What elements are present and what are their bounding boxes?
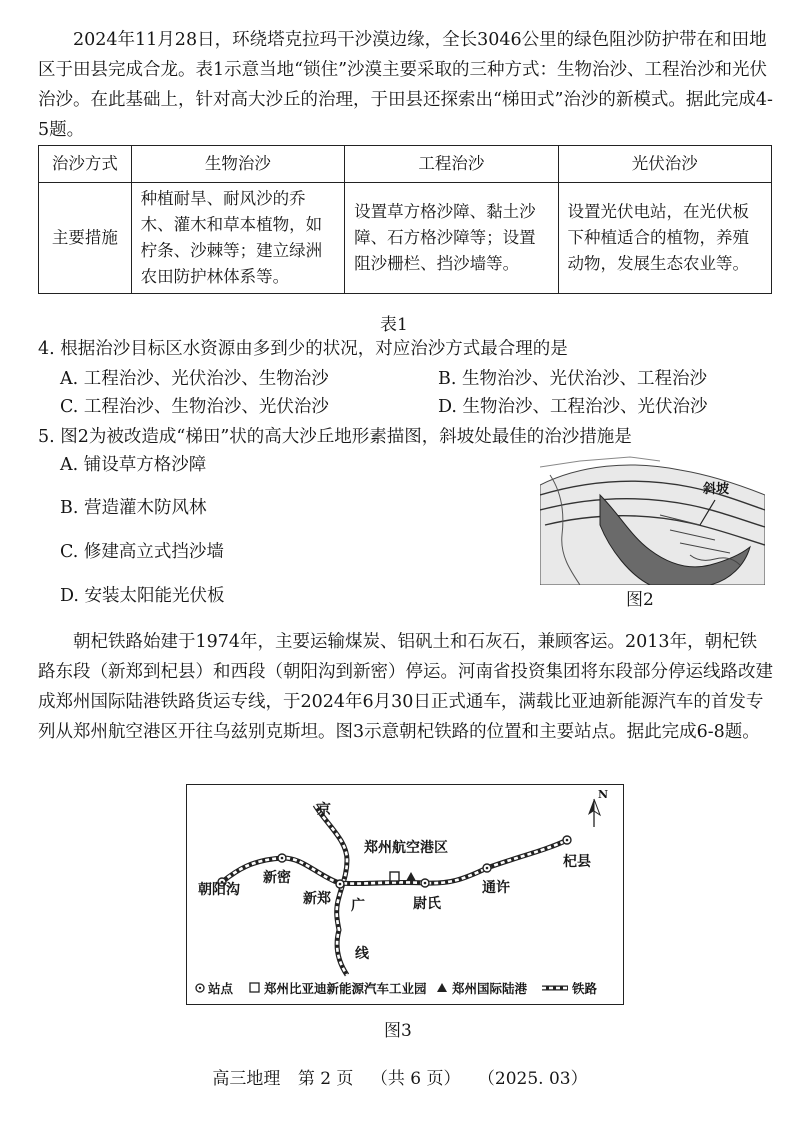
legend-station-icon — [196, 984, 204, 992]
label-xian: 线 — [355, 946, 369, 962]
station-xinmi — [278, 854, 286, 862]
table-header-cell: 生物治沙 — [131, 146, 344, 183]
land-port-symbol — [406, 872, 416, 881]
intro-paragraph-1: 2024年11月28日，环绕塔克拉玛干沙漠边缘，全长3046公里的绿色阻沙防护带在和田地区于田县完成合龙。表1示意当地“锁住”沙漠主要采取的三种方式：生物治沙、工程治沙和光伏治沙。在此基础上，针对高大沙丘的治理，于田县还探索出“梯田式”治沙的新模式。据此完成4-5题。 — [38, 30, 773, 140]
legend-station-label: 站点 — [208, 981, 234, 996]
table-header-cell: 治沙方式 — [39, 146, 132, 183]
legend-railway-label: 铁路 — [572, 981, 598, 996]
question-5-stem: 5. 图2为被改造成“梯田”状的高大沙丘地形素描图，斜坡处最佳的治沙措施是 — [38, 427, 632, 447]
station-xinzheng — [336, 880, 344, 888]
table-1 — [38, 145, 772, 294]
station-qixian — [563, 836, 571, 844]
north-arrow-icon — [588, 799, 600, 827]
label-xinzheng: 新郑 — [303, 891, 331, 907]
legend-port-label: 郑州国际陆港 — [452, 981, 528, 996]
table-cell: 设置光伏电站，在光伏板下种植适合的植物，养殖动物，发展生态农业等。 — [558, 183, 771, 294]
table-cell: 设置草方格沙障、黏土沙障、石方格沙障等；设置阻沙栅栏、挡沙墙等。 — [345, 183, 558, 294]
label-jing: 京 — [317, 802, 331, 818]
question-5-option-c: C. 修建高立式挡沙墙 — [60, 542, 224, 562]
footer-subject: 高三地理 — [212, 1069, 281, 1089]
label-qixian: 杞县 — [563, 854, 591, 870]
railway-map — [186, 784, 624, 1005]
question-5-option-b: B. 营造灌木防风林 — [60, 498, 207, 518]
figure-2-caption: 图2 — [626, 590, 654, 610]
table-row-label: 主要措施 — [39, 183, 132, 294]
table-header-row — [39, 146, 772, 183]
railway-map-drawing — [187, 785, 623, 1004]
question-5-option-d: D. 安装太阳能光伏板 — [60, 586, 225, 606]
north-label: N — [598, 788, 609, 801]
table-caption: 表1 — [380, 315, 408, 335]
label-weishi: 尉氏 — [413, 896, 441, 912]
page-footer — [0, 1064, 800, 1089]
footer-page: 第 2 页 — [297, 1069, 354, 1089]
question-4-option-c: C. 工程治沙、生物治沙、光伏治沙 — [60, 397, 329, 417]
legend-port-icon — [437, 983, 447, 992]
question-5-option-a: A. 铺设草方格沙障 — [60, 455, 207, 475]
table-row — [39, 183, 772, 294]
label-tongxu: 通许 — [482, 880, 510, 896]
table-cell: 种植耐旱、耐风沙的乔木、灌木和草本植物，如柠条、沙棘等；建立绿洲农田防护林体系等。 — [131, 183, 344, 294]
byd-park-symbol — [390, 872, 399, 881]
figure-3-caption: 图3 — [384, 1021, 412, 1041]
station-tongxu — [483, 864, 491, 872]
footer-total: （共 6 页） — [370, 1069, 461, 1089]
intro-paragraph-2: 朝杞铁路始建于1974年，主要运输煤炭、铝矾土和石灰石，兼顾客运。2013年，朝杞铁路东段（新郑到杞县）和西段（朝阳沟到新密）停运。河南省投资集团将东段部分停运线路改建成郑州国际陆港铁路货运专线，于2024年6月30日正式通车，满载比亚迪新能源汽车的首发专列从郑州航空港区开往乌兹别克斯坦。图3示意朝杞铁路的位置和主要站点。据此完成6-8题。 — [38, 632, 773, 742]
terraced-dune-sketch — [540, 455, 765, 585]
label-chaoyanggou: 朝阳沟 — [198, 882, 240, 898]
table-header-cell: 光伏治沙 — [558, 146, 771, 183]
label-xinmi: 新密 — [263, 870, 291, 886]
table-header-cell: 工程治沙 — [345, 146, 558, 183]
question-4-stem: 4. 根据治沙目标区水资源由多到少的状况，对应治沙方式最合理的是 — [38, 339, 568, 359]
slope-label: 斜坡 — [703, 482, 730, 497]
label-guang: 广 — [351, 898, 365, 914]
question-4-option-a: A. 工程治沙、光伏治沙、生物治沙 — [60, 369, 329, 389]
legend-byd-label: 郑州比亚迪新能源汽车工业园 — [264, 981, 427, 996]
label-airport-zone: 郑州航空港区 — [364, 840, 448, 856]
legend-byd-icon — [250, 983, 259, 992]
footer-date: （2025. 03） — [477, 1069, 588, 1089]
station-weishi — [421, 879, 429, 887]
question-4-option-b: B. 生物治沙、光伏治沙、工程治沙 — [438, 369, 707, 389]
question-4-option-d: D. 生物治沙、工程治沙、光伏治沙 — [438, 397, 708, 417]
